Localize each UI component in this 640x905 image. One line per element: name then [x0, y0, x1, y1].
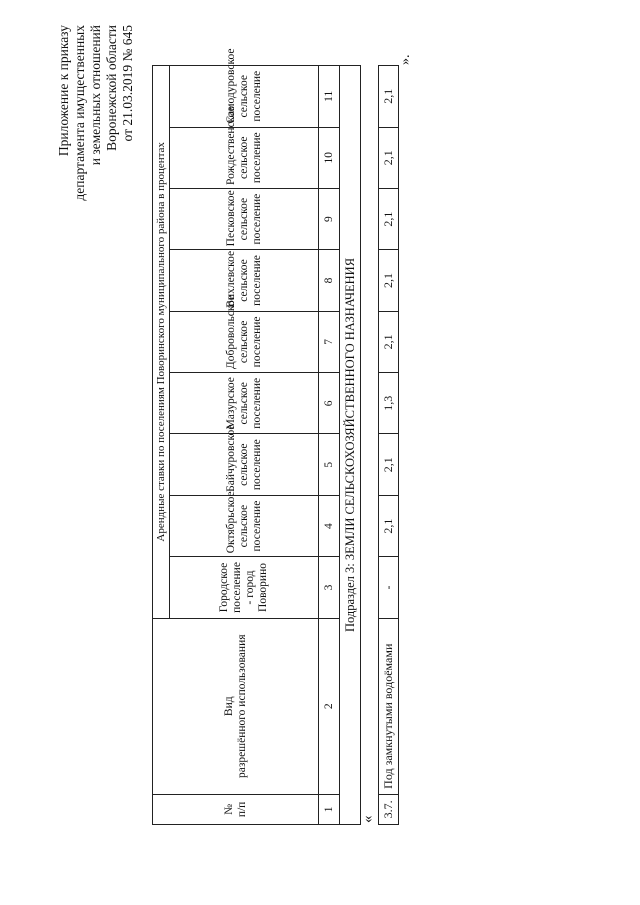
- settlement-header: Песковское сельское поселение: [170, 188, 319, 249]
- settlement-header: Рождественское сельское поселение: [170, 127, 319, 188]
- closing-quote: ».: [398, 54, 413, 65]
- column-number: 9: [319, 188, 340, 249]
- column-number: 3: [319, 557, 340, 618]
- column-number: 11: [319, 66, 340, 128]
- column-number: 1: [319, 794, 340, 824]
- column-number: 4: [319, 495, 340, 556]
- rate-cell: 2,1: [379, 434, 399, 495]
- column-number: 10: [319, 127, 340, 188]
- col-number-header: № п/п: [153, 794, 319, 824]
- settlement-header: Вихлевское сельское поселение: [170, 250, 319, 311]
- column-number: 7: [319, 311, 340, 372]
- row-usage-type: Под замкнутыми водоёмами: [379, 618, 399, 794]
- table-row: [379, 66, 399, 825]
- header-line: и земельных отношений: [88, 25, 103, 166]
- row-number: 3.7.: [379, 794, 399, 824]
- settlement-header: Байчуровское сельское поселение: [170, 434, 319, 495]
- header-line: Приложение к приказу: [56, 25, 71, 157]
- rate-cell: 2,1: [379, 188, 399, 249]
- rates-group-header: Арендные ставки по поселениям Поворинского муниципального района в процентах: [153, 66, 170, 619]
- rate-cell: 1,3: [379, 373, 399, 434]
- subsection-title: Подраздел 3: ЗЕМЛИ СЕЛЬСКОХОЗЯЙСТВЕННОГО НАЗНАЧЕНИЯ: [340, 66, 361, 825]
- header-line: Воронежской области: [104, 25, 119, 151]
- column-number: 2: [319, 618, 340, 794]
- column-number: 6: [319, 373, 340, 434]
- rate-cell: 2,1: [379, 127, 399, 188]
- rate-cell: 2,1: [379, 66, 399, 128]
- settlement-header: Октябрьское сельское поселение: [170, 495, 319, 556]
- row-3-7-table: [378, 65, 399, 825]
- settlement-header: Самодуровское сельское поселение: [170, 66, 319, 128]
- column-number: 8: [319, 250, 340, 311]
- rate-cell: 2,1: [379, 250, 399, 311]
- col-usage-type-header: Вид разрешённого использования: [153, 618, 319, 794]
- rates-table: [152, 48, 361, 825]
- header-line: департамента имущественных: [72, 25, 87, 201]
- settlement-header: Городское поселение - город Поворино: [170, 557, 319, 618]
- column-numbers-row: [319, 66, 340, 825]
- rate-cell: -: [379, 557, 399, 618]
- column-number: 5: [319, 434, 340, 495]
- order-header: [56, 25, 136, 225]
- header-line: от 21.03.2019 № 645: [120, 25, 135, 142]
- rate-cell: 2,1: [379, 495, 399, 556]
- opening-quote: «: [360, 815, 376, 823]
- settlement-header: Мазурское сельское поселение: [170, 373, 319, 434]
- rate-cell: 2,1: [379, 311, 399, 372]
- settlement-header: Добровольское сельское поселение: [170, 311, 319, 372]
